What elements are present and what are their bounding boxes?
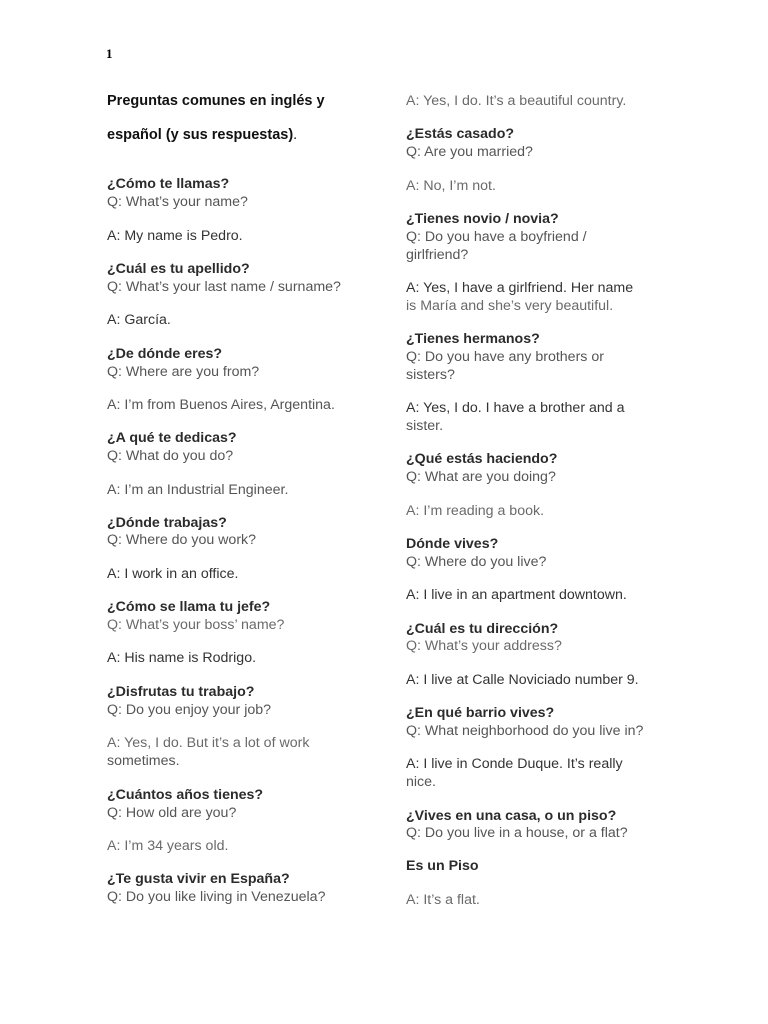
question-en: Q: What neighborhood do you live in? xyxy=(406,723,644,739)
question-en: Q: Do you live in a house, or a flat? xyxy=(406,825,628,841)
question-en: Q: Where are you from? xyxy=(107,364,260,380)
question-en: Q: Do you have a boyfriend / xyxy=(406,229,587,245)
question-es: Dónde vives? xyxy=(406,536,499,552)
question-en: Q: Where do you work? xyxy=(107,532,257,548)
question-es: ¿Vives en una casa, o un piso? xyxy=(406,808,617,824)
question-es: ¿Disfrutas tu trabajo? xyxy=(107,684,255,700)
question-en: Q: What’s your last name / surname? xyxy=(107,279,341,295)
answer: A: Yes, I have a girlfriend. Her name xyxy=(406,280,634,296)
answer-continued: nice. xyxy=(406,774,436,790)
question-es: ¿Cómo te llamas? xyxy=(107,176,230,192)
question-es: ¿Cuál es tu apellido? xyxy=(107,261,250,277)
question-en: Q: What’s your name? xyxy=(107,194,248,210)
question-en: Q: What’s your address? xyxy=(406,638,562,654)
question-es: ¿Te gusta vivir en España? xyxy=(107,871,290,887)
question-es: ¿De dónde eres? xyxy=(107,346,223,362)
answer: A: I’m from Buenos Aires, Argentina. xyxy=(107,397,335,413)
question-es: ¿Estás casado? xyxy=(406,126,515,142)
question-en: Q: What do you do? xyxy=(107,448,234,464)
answer: A: I live in Conde Duque. It’s really xyxy=(406,756,623,772)
question-en-continued: girlfriend? xyxy=(406,247,469,263)
answer: A: Yes, I do. It’s a beautiful country. xyxy=(406,93,627,109)
question-en: Q: Do you have any brothers or xyxy=(406,349,604,365)
question-es: ¿A qué te dedicas? xyxy=(107,430,237,446)
question-es: ¿Cuántos años tienes? xyxy=(107,787,264,803)
answer: A: I work in an office. xyxy=(107,566,239,582)
answer-continued: sister. xyxy=(406,418,444,434)
answer: A: It’s a flat. xyxy=(406,892,480,908)
document-title-text: español (y sus respuestas) xyxy=(107,127,294,143)
answer: A: Yes, I do. But it’s a lot of work xyxy=(107,735,310,751)
question-en: Q: Where do you live? xyxy=(406,554,547,570)
question-es: ¿Dónde trabajas? xyxy=(107,515,227,531)
question-es: ¿Tienes hermanos? xyxy=(406,331,540,347)
question-es: ¿Qué estás haciendo? xyxy=(406,451,558,467)
question-es: Es un Piso xyxy=(406,858,479,874)
document-title-period: . xyxy=(293,127,298,143)
answer: A: My name is Pedro. xyxy=(107,228,243,244)
answer: A: I live at Calle Noviciado number 9. xyxy=(406,672,639,688)
answer: A: I’m 34 years old. xyxy=(107,838,229,854)
question-en: Q: What are you doing? xyxy=(406,469,556,485)
question-en: Q: Are you married? xyxy=(406,144,533,160)
question-en: Q: How old are you? xyxy=(107,805,237,821)
answer: A: I live in an apartment downtown. xyxy=(406,587,627,603)
answer: A: No, I’m not. xyxy=(406,178,496,194)
question-en: Q: Do you like living in Venezuela? xyxy=(107,889,326,905)
question-es: ¿Tienes novio / novia? xyxy=(406,211,559,227)
document-title-line1: Preguntas comunes en inglés y xyxy=(107,93,325,109)
answer: A: García. xyxy=(107,312,171,328)
answer-continued: is María and she’s very beautiful. xyxy=(406,298,614,314)
question-es: ¿Cómo se llama tu jefe? xyxy=(107,599,271,615)
document-title-line2 xyxy=(107,126,297,144)
question-en: Q: Do you enjoy your job? xyxy=(107,702,272,718)
question-en-continued: sisters? xyxy=(406,367,455,383)
question-es: ¿Cuál es tu dirección? xyxy=(406,621,559,637)
answer-continued: sometimes. xyxy=(107,753,180,769)
answer: A: I’m reading a book. xyxy=(406,503,545,519)
answer: A: Yes, I do. I have a brother and a xyxy=(406,400,625,416)
answer: A: His name is Rodrigo. xyxy=(107,650,257,666)
page-number: 1 xyxy=(106,46,113,61)
question-en: Q: What’s your boss’ name? xyxy=(107,617,285,633)
question-es: ¿En qué barrio vives? xyxy=(406,705,555,721)
answer: A: I’m an Industrial Engineer. xyxy=(107,482,289,498)
